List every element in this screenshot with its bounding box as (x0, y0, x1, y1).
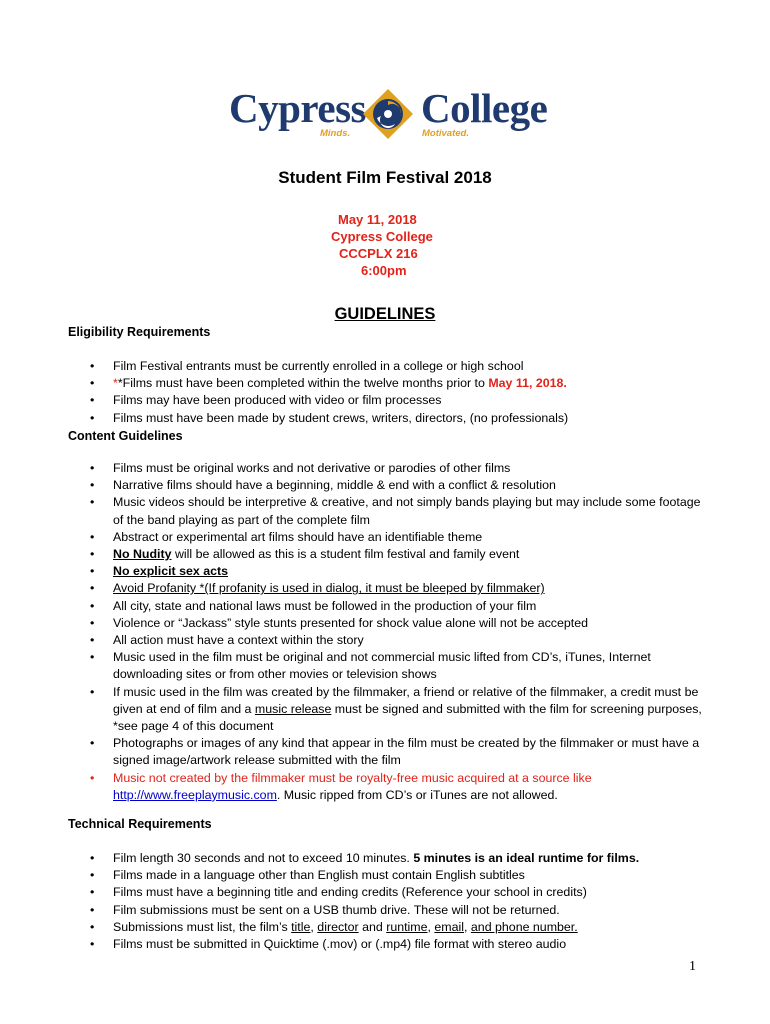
list-item: • All action must have a context within the story (90, 633, 364, 648)
deadline-date: May 11, 2018. (488, 376, 567, 391)
list-item: • **Films must have been completed within the twelve months prior to May 11, 2018. (90, 376, 567, 391)
technical-requirements-heading: Technical Requirements (68, 817, 212, 831)
list-item: • Films must be submitted in Quicktime (.mov) or (.mp4) file format with stereo audio (90, 937, 567, 952)
logo-word-cypress: Cypress (229, 85, 366, 131)
cypress-college-logo (229, 85, 548, 142)
freeplaymusic-link[interactable]: http://www.freeplaymusic.com (113, 787, 277, 802)
guidelines-heading: GUIDELINES (334, 305, 436, 323)
list-item: • Abstract or experimental art films should have an identifiable theme (90, 529, 483, 544)
list-item: • Films may have been produced with video or film processes (90, 393, 442, 408)
event-location: Cypress College (331, 229, 433, 244)
list-item: • Film Festival entrants must be currently enrolled in a college or high school (90, 359, 524, 373)
list-item: • Music videos should be interpretive & creative, and not simply bands playing but may include some footage of the band playing as part of the complete film (90, 495, 701, 527)
logo-tagline-minds: Minds. (320, 128, 351, 139)
music-release-text: music release (254, 701, 332, 716)
page-number: 1 (689, 959, 696, 974)
technical-requirements-list (0, 850, 770, 953)
list-item: • All city, state and national laws must be followed in the production of your film (90, 598, 537, 613)
list-item: • Avoid Profanity *(If profanity is used in dialog, it must be bleeped by filmmaker) (90, 581, 545, 596)
no-explicit-label: No explicit sex acts (113, 564, 229, 579)
list-item: • If music used in the film was created by the filmmaker, a friend or relative of the filmmaker, a credit must be given at end of film and a music release must be signed and submitted with the film for screening purposes, *see page 4 of this document (90, 684, 702, 734)
list-item: • Music not created by the filmmaker must be royalty-free music acquired at a source like http://www.freeplaymusic.com. Music ripped from CD’s or iTunes are not allowed. (90, 770, 592, 802)
event-time: 6:00pm (361, 263, 407, 278)
list-item: • Film length 30 seconds and not to exceed 10 minutes. 5 minutes is an ideal runtime for films. (90, 851, 640, 865)
logo-word-college: College (421, 85, 548, 131)
list-item: • No explicit sex acts (90, 564, 229, 579)
list-item: • Films must be original works and not derivative or parodies of other films (90, 461, 511, 475)
list-item: • Films must have a beginning title and ending credits (Reference your school in credits) (90, 885, 587, 900)
list-item: • Narrative films should have a beginning, middle & end with a conflict & resolution (90, 478, 556, 493)
college-emblem-icon (362, 88, 414, 140)
list-item: • Films must have been made by student crews, writers, directors, (no professionals) (90, 410, 569, 425)
list-item: • Violence or “Jackass” style stunts presented for shock value alone will not be accepted (90, 615, 589, 630)
logo-tagline-motivated: Motivated. (422, 128, 469, 139)
eligibility-heading: Eligibility Requirements (68, 325, 211, 339)
event-date: May 11, 2018 (338, 212, 417, 227)
ideal-runtime-text: 5 minutes is an ideal runtime for films. (413, 851, 640, 865)
list-item: • Film submissions must be sent on a USB thumb drive. These will not be returned. (90, 902, 560, 917)
content-guidelines-heading: Content Guidelines (68, 429, 183, 443)
no-nudity-label: No Nudity (113, 547, 172, 562)
eligibility-list (0, 358, 770, 427)
page-title: Student Film Festival 2018 (278, 168, 492, 187)
list-item: • No Nudity will be allowed as this is a student film festival and family event (90, 547, 520, 562)
content-guidelines-list (0, 460, 770, 804)
list-item: • Films made in a language other than English must contain English subtitles (90, 868, 525, 883)
event-room: CCCPLX 216 (339, 246, 418, 261)
list-item: • Photographs or images of any kind that appear in the film must be created by the filmmaker or must have a signed image/artwork release submitted with the film (90, 736, 700, 768)
list-item: • Music used in the film must be original and not commercial music lifted from CD’s, iTunes, Internet downloading sites or from other movies or television shows (90, 650, 651, 682)
eligibility-item-text: *Films must have been completed within the twelve months prior to (117, 376, 489, 391)
list-item: • Submissions must list, the film’s title, director and runtime, email, and phone number. (90, 919, 578, 934)
